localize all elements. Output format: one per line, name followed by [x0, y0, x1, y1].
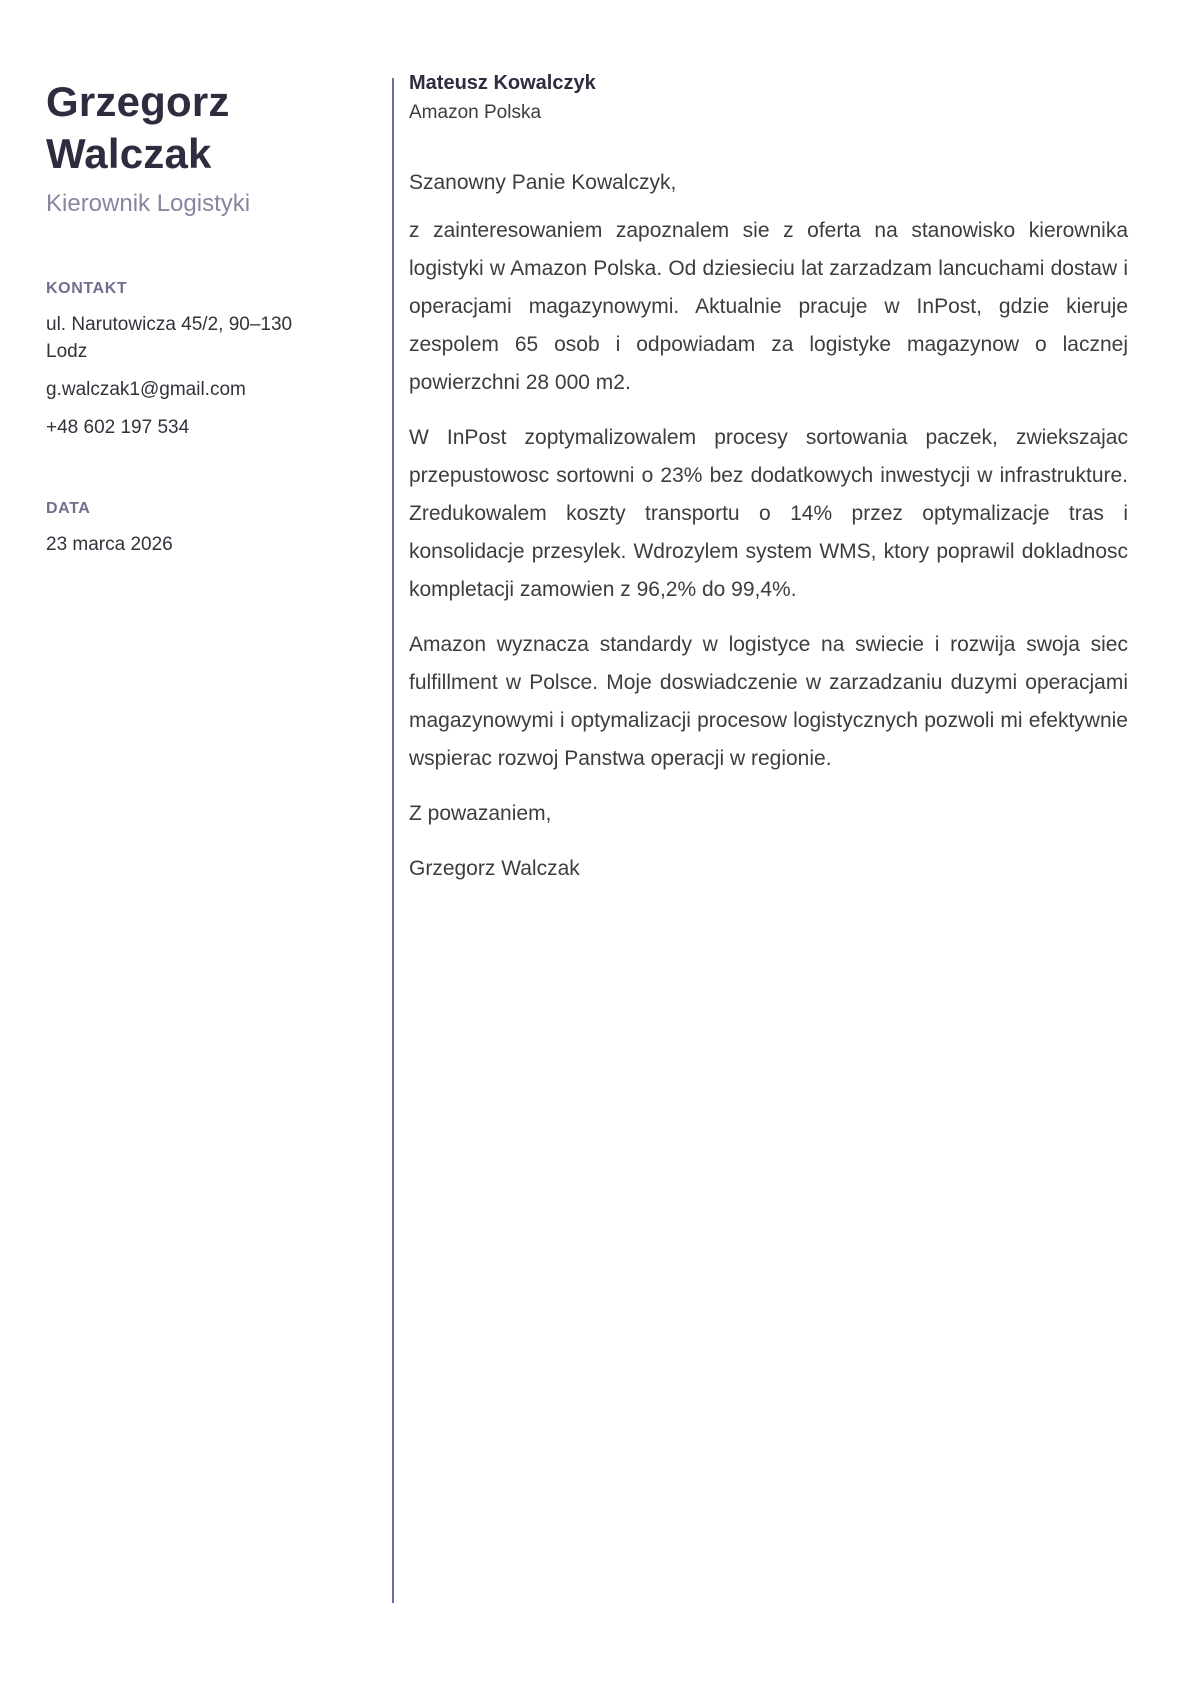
applicant-last-name: Walczak	[46, 130, 212, 178]
applicant-name	[46, 76, 356, 180]
letter-body	[409, 72, 1128, 888]
applicant-first-name: Grzegorz	[46, 78, 230, 125]
letter-paragraph: z zainteresowaniem zapoznalem sie z oferta na stanowisko kierownika logistyki w Amazon Polska. Od dziesieciu lat zarzadzam lancuchami dostaw i operacjami magazynowymi. Aktualnie pracuje w InPost, gdzie kieruje zespolem 65 osob i odpowiadam za logistyke magazynow o lacznej powierzchni 28 000 m2.	[409, 219, 1128, 394]
letter-paragraph: Amazon wyznacza standardy w logistyce na swiecie i rozwija swoja siec fulfillment w Polsce. Moje doswiadczenie w zarzadzaniu duzymi operacjami magazynowymi i optymalizacji procesow logistycznych pozwoli mi efektywnie wspierac rozwoj Panstwa operacji w regionie.	[409, 633, 1128, 770]
letter-date: 23 marca 2026	[46, 534, 173, 556]
contact-email: g.walczak1@gmail.com	[46, 379, 246, 401]
contact-address: ul. Narutowicza 45/2, 90–130 Lodz	[46, 314, 293, 363]
letter-paragraph: W InPost zoptymalizowalem procesy sortowania paczek, zwiekszajac przepustowosc sortowni o 23% bez dodatkowych inwestycji w infrastrukture. Zredukowalem koszty transportu o 14% przez optymalizacje tras i konsolidacje przesylek. Wdrozylem system WMS, ktory poprawil dokladnosc kompletacji zamowien z 96,2% do 99,4%.	[409, 426, 1128, 601]
recipient-company: Amazon Polska	[409, 102, 542, 123]
recipient-name: Mateusz Kowalczyk	[409, 72, 596, 94]
applicant-job-title: Kierownik Logistyki	[46, 190, 251, 218]
vertical-divider	[392, 78, 394, 1603]
date-section-label: DATA	[46, 500, 91, 518]
closing-phrase: Z powazaniem,	[409, 802, 552, 825]
date-section	[46, 500, 356, 559]
contact-section-label: KONTAKT	[46, 280, 128, 298]
sidebar	[46, 76, 356, 570]
signature-name: Grzegorz Walczak	[409, 857, 580, 880]
contact-phone: +48 602 197 534	[46, 417, 190, 439]
contact-section	[46, 280, 356, 442]
salutation: Szanowny Panie Kowalczyk,	[409, 171, 677, 194]
